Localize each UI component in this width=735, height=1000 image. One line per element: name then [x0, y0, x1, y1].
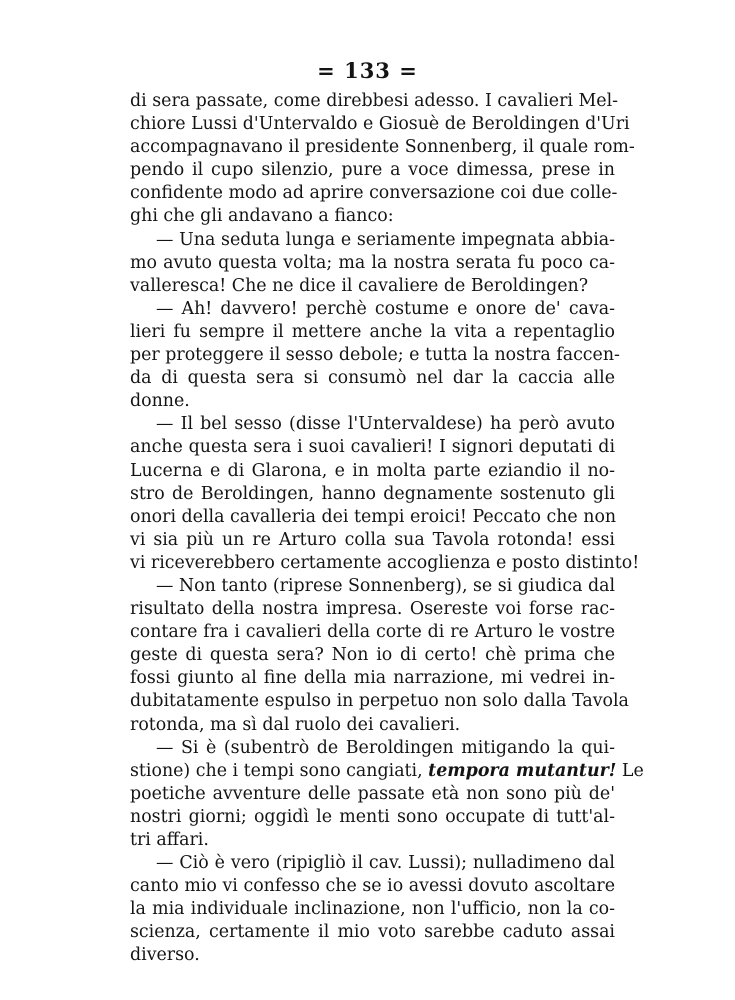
text-line: Lucerna e di Glarona, e in molta parte eziandio il no- [130, 460, 615, 481]
body-text [130, 90, 644, 968]
text-line: per proteggere il sesso debole; e tutta la nostra faccen- [130, 345, 620, 366]
text-line: la mia individuale inclinazione, non l'ufficio, non la co- [130, 899, 615, 920]
text-line: tri affari. [130, 830, 209, 850]
text-line: chiore Lussi d'Untervaldo e Giosuè de Beroldingen d'Uri [130, 114, 630, 135]
text-line: risultato della nostra impresa. Osereste voi forse rac- [130, 599, 615, 620]
latin-phrase: tempora mutantur! [428, 760, 617, 781]
text-line: valleresca! Che ne dice il cavaliere de Beroldingen? [130, 275, 589, 296]
text-line: confidente modo ad aprire conversazione coi due colle- [130, 183, 618, 204]
text-line: vi riceverebbero certamente accoglienza e posto distinto! [130, 552, 640, 573]
text-line: donne. [130, 391, 190, 412]
text-line: — Una seduta lunga e seriamente impegnata abbia- [156, 229, 615, 250]
page-number: = 133 = [317, 58, 418, 83]
text-line: — Non tanto (riprese Sonnenberg), se si giudica dal [156, 575, 616, 596]
text-line: — Ah! davvero! perchè costume e onore de' cava- [156, 298, 615, 319]
text-line: — Ciò è vero (ripigliò il cav. Lussi); nulladimeno dal [156, 853, 615, 874]
text-line: — Il bel sesso (disse l'Untervaldese) ha però avuto [156, 414, 615, 435]
text-line: — Si è (subentrò de Beroldingen mitigando la qui- [156, 737, 615, 758]
text-line: nostri giorni; oggidì le menti sono occupate di tutt'al- [130, 806, 615, 827]
text-line: accompagnavano il presidente Sonnenberg, il quale rom- [130, 137, 635, 158]
text-line: poetiche avventure delle passate età non sono più de' [130, 783, 615, 804]
text-line: mo avuto questa volta; ma la nostra serata fu poco ca- [130, 252, 615, 273]
text-line: stro de Beroldingen, hanno degnamente sostenuto gli [130, 483, 615, 504]
text-line: ghi che gli andavano a fianco: [130, 206, 394, 227]
text-segment: stione) che i tempi sono cangiati, [130, 760, 429, 781]
text-line [130, 760, 644, 783]
text-line: geste di questa sera? Non io di certo! chè prima che [130, 645, 615, 666]
text-line: canto mio vi confesso che se io avessi dovuto ascoltare [130, 876, 615, 897]
text-line: scienza, certamente il mio voto sarebbe caduto assai [130, 922, 615, 943]
text-line: anche questa sera i suoi cavalieri! I signori deputati di [130, 437, 615, 458]
text-line: dubitatamente espulso in perpetuo non solo dalla Tavola [130, 691, 629, 712]
text-line: rotonda, ma sì dal ruolo dei cavalieri. [130, 714, 461, 735]
text-line: contare fra i cavalieri della corte di re Arturo le vostre [130, 622, 615, 643]
text-segment: Le [616, 760, 644, 781]
text-line: pendo il cupo silenzio, pure a voce dimessa, prese in [130, 160, 615, 181]
text-line: onori della cavalleria dei tempi eroici! Peccato che non [130, 506, 617, 527]
text-line: diverso. [130, 945, 200, 966]
text-line: di sera passate, come direbbesi adesso. I cavalieri Mel- [130, 91, 619, 111]
text-line: vi sia più un re Arturo colla sua Tavola rotonda! essi [130, 529, 615, 550]
text-line: fossi giunto al fine della mia narrazione, mi vedrei in- [130, 668, 615, 689]
text-line: lieri fu sempre il mettere anche la vita a repentaglio [130, 321, 615, 342]
text-line: da di questa sera si consumò nel dar la caccia alle [130, 368, 615, 389]
